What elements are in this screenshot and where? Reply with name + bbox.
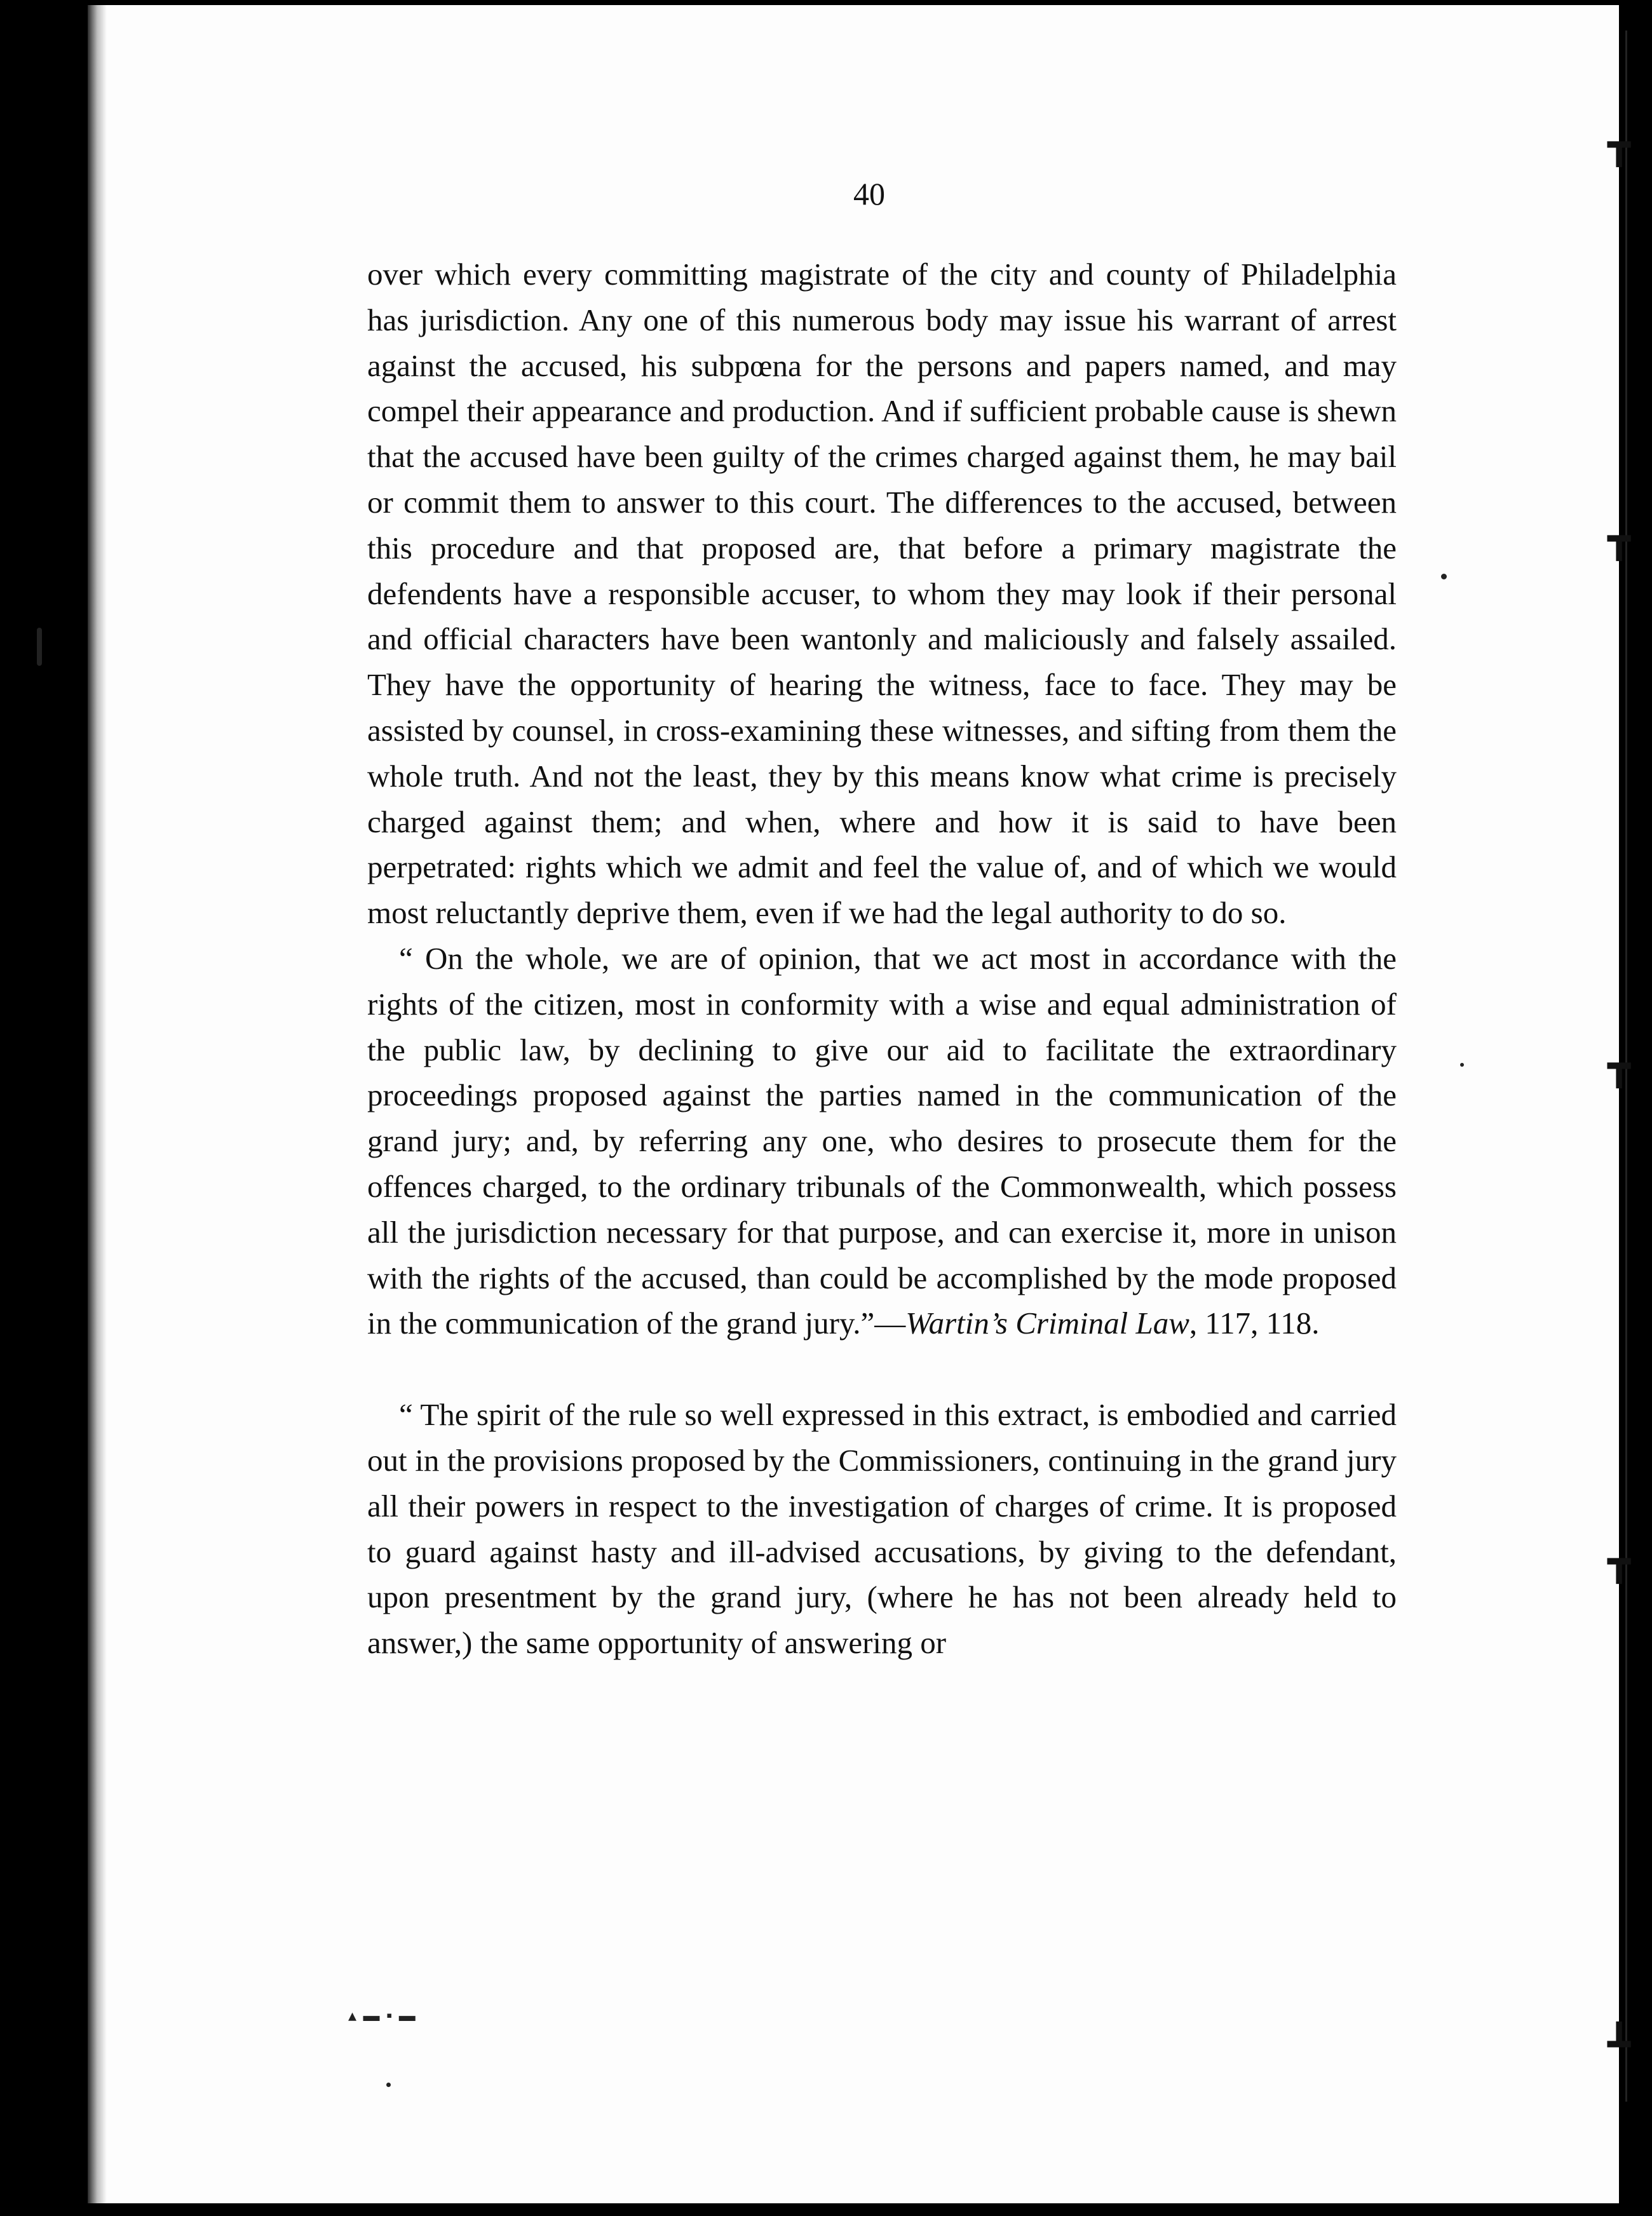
ink-speck xyxy=(386,2083,391,2087)
book-page xyxy=(88,5,1631,2203)
citation-pages: , 117, 118. xyxy=(1189,1306,1320,1341)
page-number: 40 xyxy=(853,176,885,212)
stitch-mark-1: ┳ xyxy=(1608,123,1631,167)
ink-speck xyxy=(37,628,42,666)
stitch-mark-5: ┻ xyxy=(1608,2022,1631,2067)
paragraph-3: “ The spirit of the rule so well expressed in this extract, is embodied and carried out in the provisions proposed by the Commissioners, continuing in the grand jury all their powers in respect to the investigation of charges of crime. It is proposed to guard against hasty and ill-advised accusations, by giving to the defendant, upon presentment by the grand jury, (where he has not been already held to answer,) the same opportunity of answering or xyxy=(367,1397,1397,1661)
stitch-mark-4: ┳ xyxy=(1608,1539,1631,1584)
spine-shadow xyxy=(88,5,107,2203)
signature-mark: ▴ ▬ ▪ ▬ xyxy=(348,2006,417,2025)
stitch-mark-3: ┳ xyxy=(1608,1044,1631,1088)
citation-title: Wartin’s Criminal Law xyxy=(905,1306,1189,1341)
paragraph-2-text: “ On the whole, we are of opinion, that we act most in accordance with the rights of the citizen, most in conformity with a wise and equal administration of the public law, by declining to give our aid to facilitate the extraordinary proceedings proposed against the parties named in the communication of the grand jury; and, by referring any one, who desires to prosecute them for the offences charged, to the ordinary tribunals of the Commonwealth, which possess all the jurisdiction necessary for that purpose, and can exercise it, more in unison with the rights of the accused, than could be accomplished by the mode proposed in the communication of the grand jury.”— xyxy=(367,940,1397,1341)
stitch-mark-2: ┳ xyxy=(1608,517,1631,561)
paragraph-1: over which every committing magistrate of the city and county of Philadelphia has jurisdiction. Any one of this numerous body may issue his warrant of arrest against the accused, his subpœna for the persons and papers named, and may compel their appearance and production. And if sufficient probable cause is shewn that the accused have been guilty of the crimes charged against them, he may bail or commit them to answer to this court. The differences to the accused, between this procedure and that proposed are, that before a primary magistrate the defendents have a responsible accuser, to whom they may look if their personal and official characters have been wantonly and maliciously and falsely assailed. They have the opportunity of hearing the witness, face to face. They may be assisted by counsel, in cross-examining these witnesses, and sifting from them the whole truth. And not the least, they by this means know what crime is precisely charged against them; and when, where and how it is said to have been perpetrated: rights which we admit and feel the value of, and of which we would most reluctantly deprive them, even if we had the legal authority to do so. xyxy=(367,257,1397,931)
body-text xyxy=(367,252,1397,1666)
ink-speck xyxy=(1460,1063,1464,1067)
paragraph-2 xyxy=(367,936,1397,1346)
ink-speck xyxy=(1441,574,1447,579)
